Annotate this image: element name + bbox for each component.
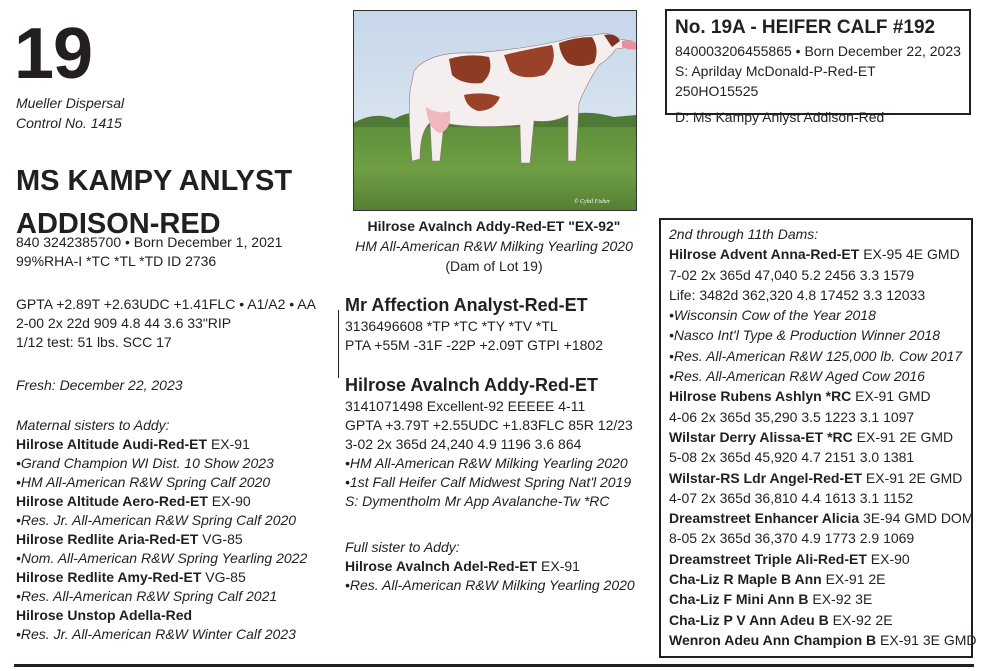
photo-caption	[344, 216, 644, 276]
dams-box	[659, 218, 977, 658]
maternal-sister-row	[16, 606, 331, 625]
maternal-sister-name: Hilrose Altitude Aero-Red-ET	[16, 493, 208, 509]
heifer-id-line: 840003206455865 • Born December 22, 2023	[675, 43, 961, 59]
sire-block	[345, 293, 655, 355]
dam-entry-row	[669, 386, 963, 406]
pedigree-divider	[338, 310, 339, 378]
dam-entry-note: •Nasco Int'l Type & Production Winner 2018	[669, 327, 940, 344]
caption-note: (Dam of Lot 19)	[445, 258, 543, 274]
maternal-sister-name: Hilrose Redlite Aria-Red-ET	[16, 531, 199, 547]
dam-entry-score: EX-91 2E	[821, 571, 886, 588]
dam-entry-row	[669, 549, 963, 569]
maternal-sister-note: •Nom. All-American R&W Spring Yearling 2022	[16, 550, 308, 566]
dam-entry-score: EX-91 2E GMD	[862, 469, 963, 486]
maternal-sister-row	[16, 435, 331, 454]
dam-sire-line: S: Dymentholm Mr App Avalanche-Tw *RC	[345, 493, 610, 509]
dam-entry-row	[669, 630, 977, 650]
caption-name: Hilrose Avalnch Addy-Red-ET "EX-92"	[367, 218, 621, 234]
dam-entry-row	[669, 508, 974, 528]
dam-entry-note: •Res. All-American R&W 125,000 lb. Cow 2017	[669, 347, 963, 364]
dam-stat-line: GPTA +3.79T +2.55UDC +1.83FLC 85R 12/23	[345, 417, 633, 433]
dam-entry-name: Hilrose Advent Anna-Red-ET	[669, 246, 860, 263]
cow-photo	[353, 10, 637, 211]
dam-entry-note: •Wisconsin Cow of the Year 2018	[669, 307, 876, 324]
sire-line1: 3136496608 *TP *TC *TY *TV *TL	[345, 318, 558, 334]
full-sister-name: Hilrose Avalnch Adel-Red-ET	[345, 558, 538, 574]
dam-entry-score: EX-95 4E GMD	[859, 246, 960, 263]
dam-entry-score: EX-92 2E	[828, 611, 893, 628]
maternal-sister-note: •Res. Jr. All-American R&W Spring Calf 2020	[16, 512, 297, 528]
dam-entry-record: 4-07 2x 365d 36,810 4.4 1613 3.1 1152	[669, 489, 914, 506]
dam-entry-record: Life: 3482d 362,320 4.8 17452 3.3 12033	[669, 286, 926, 303]
heifer-dam-line: D: Ms Kampy Anlyst Addison-Red	[675, 109, 885, 125]
animal-stats	[16, 295, 316, 352]
dam-entry-row	[669, 244, 963, 264]
id-line: 840 3242385700 • Born December 1, 2021	[16, 234, 283, 250]
dam-entry-score: EX-92 3E	[808, 591, 873, 608]
heifer-title: No. 19A - HEIFER CALF #192	[675, 17, 936, 38]
maternal-header: Maternal sisters to Addy:	[16, 417, 170, 433]
dam-entry-score: EX-90	[866, 550, 910, 567]
dam-lines	[345, 397, 655, 511]
dam-entry-score: EX-91 GMD	[851, 388, 931, 405]
full-sister-header: Full sister to Addy:	[345, 539, 460, 555]
maternal-sister-name: Hilrose Redlite Amy-Red-ET	[16, 569, 202, 585]
full-sister-note: •Res. All-American R&W Milking Yearling 2020	[345, 577, 635, 593]
dam-name: Hilrose Avalnch Addy-Red-ET	[345, 375, 599, 395]
maternal-sister-row	[16, 530, 331, 549]
dam-entry-record: 8-05 2x 365d 36,370 4.9 1773 2.9 1069	[669, 530, 915, 547]
maternal-sister-score: VG-85	[201, 569, 246, 585]
maternal-sister-note: •Res. Jr. All-American R&W Winter Calf 2023	[16, 626, 296, 642]
cow-illustration	[354, 11, 636, 210]
rha-line: 99%RHA-I *TC *TL *TD ID 2736	[16, 253, 217, 269]
full-sister-block	[345, 538, 655, 595]
dam-entry-name: Cha-Liz F Mini Ann B	[669, 591, 809, 608]
maternal-sister-name: Hilrose Unstop Adella-Red	[16, 607, 193, 623]
dam-stat-line: 3-02 2x 365d 24,240 4.9 1196 3.6 864	[345, 436, 582, 452]
record-line: 2-00 2x 22d 909 4.8 44 3.6 33"RIP	[16, 315, 232, 331]
dam-entry-name: Dreamstreet Triple Ali-Red-ET	[669, 550, 867, 567]
heifer-calf-box	[665, 9, 971, 125]
dam-award-line: •HM All-American R&W Milking Yearling 2020	[345, 455, 628, 471]
maternal-sister-row	[16, 492, 331, 511]
dam-entry-name: Wilstar Derry Alissa-ET *RC	[669, 428, 853, 445]
dam-entry-record: 7-02 2x 365d 47,040 5.2 2456 3.3 1579	[669, 266, 915, 283]
gpta-line: GPTA +2.89T +2.63UDC +1.41FLC • A1/A2 • AA	[16, 296, 316, 312]
maternal-sister-name: Hilrose Altitude Audi-Red-ET	[16, 436, 208, 452]
dam-entry-name: Dreamstreet Enhancer Alicia	[669, 510, 860, 527]
dam-entry-record: 5-08 2x 365d 45,920 4.7 2151 3.0 1381	[669, 449, 915, 466]
dam-entry-name: Cha-Liz R Maple B Ann	[669, 571, 822, 588]
dam-stat-line: 3141071498 Excellent-92 EEEEE 4-11	[345, 398, 586, 414]
dam-entry-row	[669, 610, 963, 630]
dam-entry-score: 3E-94 GMD DOM	[859, 510, 974, 527]
control-number: Control No. 1415	[16, 115, 122, 131]
sire-line2: PTA +55M -31F -22P +2.09T GTPI +1802	[345, 337, 603, 353]
dam-block	[345, 373, 655, 511]
bottom-rule	[14, 664, 974, 667]
maternal-sister-note: •Grand Champion WI Dist. 10 Show 2023	[16, 455, 274, 471]
maternal-sister-note: •Res. All-American R&W Spring Calf 2021	[16, 588, 278, 604]
maternal-sister-score: EX-90	[207, 493, 251, 509]
test-line: 1/12 test: 51 lbs. SCC 17	[16, 334, 172, 350]
dam-entry-row	[669, 569, 963, 589]
photo-watermark: © Cybil Fisher	[574, 199, 611, 205]
dam-entry-name: Cha-Liz P V Ann Adeu B	[669, 611, 829, 628]
dams-header: 2nd through 11th Dams:	[669, 226, 819, 242]
maternal-sister-score: EX-91	[207, 436, 250, 452]
dam-entry-note: •Res. All-American R&W Aged Cow 2016	[669, 368, 925, 385]
dam-entry-score: EX-91 2E GMD	[852, 428, 954, 445]
dam-entry-name: Wenron Adeu Ann Champion B	[669, 631, 877, 648]
maternal-sister-note: •HM All-American R&W Spring Calf 2020	[16, 474, 271, 490]
fresh-line: Fresh: December 22, 2023	[16, 377, 183, 393]
dam-entry-row	[669, 589, 963, 609]
dam-entry-record: 4-06 2x 365d 35,290 3.5 1223 3.1 1097	[669, 408, 915, 425]
heifer-sire-line: S: Aprilday McDonald-P-Red-ET 250HO15525	[675, 63, 876, 99]
dam-award-line: •1st Fall Heifer Calf Midwest Spring Nat'l 2019	[345, 474, 632, 490]
animal-name-line2: ADDISON-RED	[16, 208, 221, 240]
dam-entry-name: Wilstar-RS Ldr Angel-Red-ET	[669, 469, 863, 486]
full-sister-score: EX-91	[537, 558, 580, 574]
animal-ids	[16, 233, 282, 271]
maternal-sister-score: VG-85	[198, 531, 243, 547]
animal-name-line1: MS KAMPY ANLYST	[16, 165, 293, 197]
maternal-sister-row	[16, 568, 331, 587]
caption-award: HM All-American R&W Milking Yearling 2020	[355, 238, 633, 254]
maternal-sisters	[16, 416, 331, 644]
dam-entry-name: Hilrose Rubens Ashlyn *RC	[669, 388, 852, 405]
consignor: Mueller Dispersal	[16, 95, 125, 111]
sire-name: Mr Affection Analyst-Red-ET	[345, 295, 588, 315]
dam-entry-score: EX-91 3E GMD	[876, 631, 977, 648]
dam-entry-row	[669, 468, 963, 488]
dam-entry-row	[669, 427, 963, 447]
lot-number: 19	[14, 14, 93, 94]
